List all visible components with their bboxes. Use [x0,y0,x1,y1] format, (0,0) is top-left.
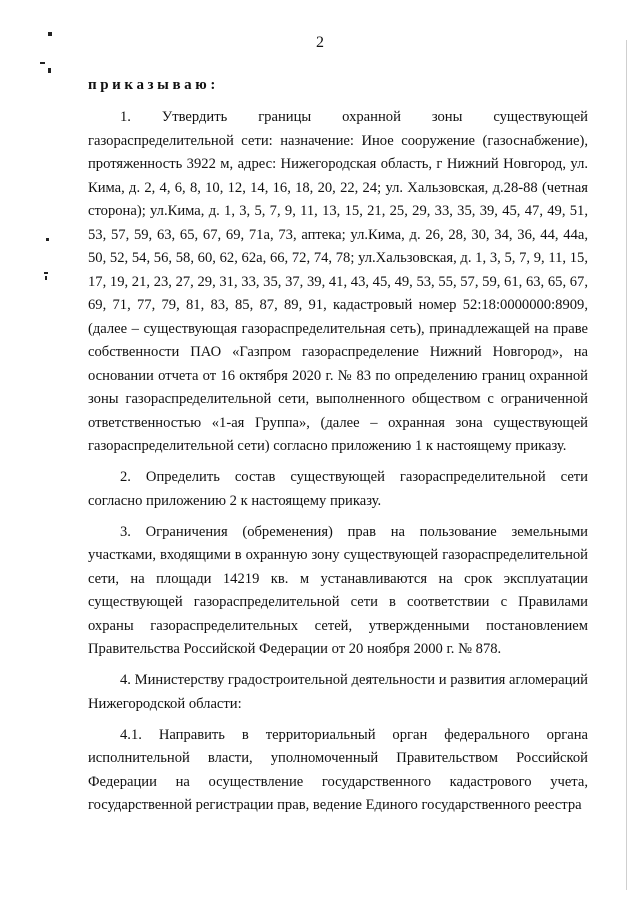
paragraph-3-restrictions: 3. Ограничения (обременения) прав на пользование земельными участками, входящими в охранную зону существующей газораспределительной сети, на площади 14219 кв. м устанавливаются на срок эксплуатации существующей газораспределительной сети в соответствии с Правилами охраны газораспределительных сетей, утвержденными постановлением Правительства Российской Федерации от 20 ноября 2000 г. № 878. [88,523,588,657]
paragraph-4-ministry: 4. Министерству градостроительной деятельности и развития агломераций Нижегородской области: [88,672,588,712]
paragraph-1-approve-boundaries: 1. Утвердить границы охранной зоны существующей газораспределительной сети: назначение: Иное сооружение (газоснабжение), протяженность 3922 м, адрес: Нижегородская область, г Нижний Новгород, ул. Кима, д. 2, 4, 6, 8, 10, 12, 14, 16, 18, 20, 22, 24; ул. Хальзовская, д.28-88 (четная сторона); ул.Кима, д. 1, 3, 5, 7, 9, 11, 13, 15, 21, 25, 29, 33, 35, 39, 45, 47, 49, 51, 53, 57, 59, 63, 65, 67, 69, 71а, 73, аптека; ул.Кима, д. 26, 28, 30, 34, 36, 44, 44а, 50, 52, 54, 56, 58, 60, 62, 62а, 66, 72, 74, 78; ул.Хальзовская, д. 1, 3, 5, 7, 9, 11, 15, 17, 19, 21, 23, 27, 29, 31, 33, 35, 37, 39, 41, 43, 45, 49, 53, 55, 57, 59, 61, 63, 65, 67, 69, 71, 77, 79, 81, 83, 85, 87, 89, 91, кадастровый номер 52:18:0000000:8909, (далее – существующая газораспределительная сеть), принадлежащей на праве собственности ПАО «Газпром газораспределение Нижний Новгород», на основании отчета от 16 октября 2020 г. № 83 по определению границ охранной зоны газораспределительной сети, выполненного обществом с ограниченной ответственностью «1-ая Группа», (далее – охранная зона существующей газораспределительной сети) согласно приложению 1 к настоящему приказу. [88,109,588,454]
scan-mark [44,272,48,274]
scan-mark [40,62,45,64]
scan-mark [48,68,51,73]
paragraph-2-define-composition: 2. Определить состав существующей газораспределительной сети согласно приложению 2 к настоящему приказу. [88,469,588,509]
scan-mark [45,276,47,280]
document-body [88,106,588,818]
scan-edge-line [626,40,627,890]
page-number: 2 [316,34,324,51]
order-heading: приказываю: [88,77,219,93]
scan-mark [46,238,49,241]
paragraph-4-1-send: 4.1. Направить в территориальный орган федерального органа исполнительной власти, уполномоченный Правительством Российской Федерации на осуществление государственного кадастрового учета, государственной регистрации прав, ведение Единого государственного реестра [88,726,588,813]
